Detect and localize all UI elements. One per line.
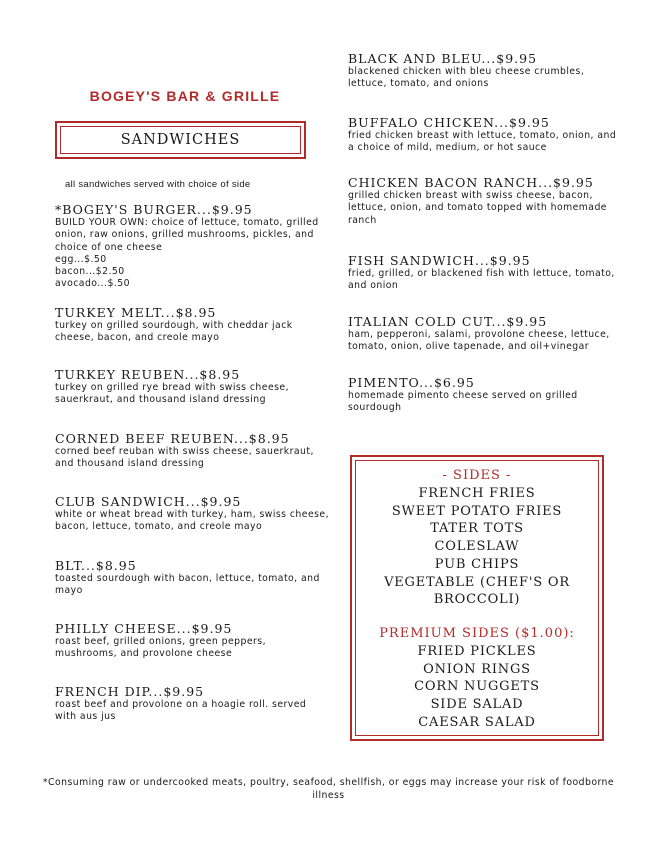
menu-item-title: BLT...$8.95 bbox=[55, 558, 137, 573]
menu-item-description: roast beef, grilled onions, green peppers, mushrooms, and provolone cheese bbox=[55, 636, 266, 660]
menu-item-turkey-melt bbox=[55, 305, 330, 345]
menu-item-title: CLUB SANDWICH...$9.95 bbox=[55, 494, 242, 509]
menu-item-philly-cheese bbox=[55, 621, 330, 661]
sides-box-inner bbox=[355, 460, 599, 736]
menu-item-description: turkey on grilled rye bread with swiss cheese, sauerkraut, and thousand island dressing bbox=[55, 382, 289, 406]
menu-item-description: toasted sourdough with bacon, lettuce, tomato, and mayo bbox=[55, 573, 320, 597]
premium-side-item: CORN NUGGETS bbox=[414, 679, 540, 695]
menu-item-pimento bbox=[348, 375, 623, 415]
menu-item-description: turkey on grilled sourdough, with cheddar jack cheese, bacon, and creole mayo bbox=[55, 320, 293, 344]
menu-item-title: TURKEY REUBEN...$8.95 bbox=[55, 367, 241, 382]
sides-box bbox=[350, 455, 604, 741]
addon-item: egg...$.50 bbox=[55, 253, 107, 265]
menu-item-buffalo-chicken bbox=[348, 115, 623, 155]
side-item: TATER TOTS bbox=[430, 521, 524, 537]
menu-item-club-sandwich bbox=[55, 494, 330, 534]
menu-item-title: *BOGEY'S BURGER...$9.95 bbox=[55, 202, 253, 217]
menu-item-title: TURKEY MELT...$8.95 bbox=[55, 305, 217, 320]
menu-item-description: corned beef reuban with swiss cheese, sauerkraut, and thousand island dressing bbox=[55, 446, 314, 470]
menu-item-chicken-bacon-ranch bbox=[348, 175, 623, 227]
menu-item-description: grilled chicken breast with swiss cheese, bacon, lettuce, onion, and tomato topped with homemade ranch bbox=[348, 190, 607, 226]
menu-item-description: roast beef and provolone on a hoagie roll. served with aus jus bbox=[55, 699, 307, 723]
menu-item-french-dip bbox=[55, 684, 330, 724]
menu-item-title: CORNED BEEF REUBEN...$8.95 bbox=[55, 431, 290, 446]
side-item: BROCCOLI) bbox=[433, 592, 521, 608]
menu-item-title: PHILLY CHEESE...$9.95 bbox=[55, 621, 233, 636]
menu-item-turkey-reuben bbox=[55, 367, 330, 407]
menu-item-title: FRENCH DIP...$9.95 bbox=[55, 684, 205, 699]
menu-item-description: ham, pepperoni, salami, provolone cheese, lettuce, tomato, onion, olive tapenade, and oil+vinegar bbox=[348, 329, 610, 353]
side-item: VEGETABLE (CHEF'S OR bbox=[384, 574, 570, 590]
addon-item: avocado...$.50 bbox=[55, 278, 130, 290]
side-item: COLESLAW bbox=[434, 539, 520, 555]
premium-sides-heading: PREMIUM SIDES ($1.00): bbox=[379, 625, 575, 641]
menu-item-description: fried chicken breast with lettuce, tomato, onion, and a choice of mild, medium, or hot sauce bbox=[348, 130, 617, 154]
menu-item-description: homemade pimento cheese served on grilled sourdough bbox=[348, 390, 578, 414]
side-item: FRENCH FRIES bbox=[418, 486, 536, 501]
premium-side-item: ONION RINGS bbox=[423, 661, 531, 677]
sides-heading: - SIDES - bbox=[442, 468, 512, 483]
menu-item-fish-sandwich bbox=[348, 253, 623, 293]
premium-side-item: CAESAR SALAD bbox=[418, 714, 536, 730]
addon-item: bacon...$2.50 bbox=[55, 266, 125, 278]
menu-item-description: BUILD YOUR OWN: choice of lettuce, tomato, grilled onion, raw onions, grilled mushrooms, pickles, and choice of one cheese bbox=[55, 217, 319, 253]
menu-item-black-and-bleu bbox=[348, 51, 623, 91]
menu-item-title: BUFFALO CHICKEN...$9.95 bbox=[348, 115, 550, 130]
menu-item-title: PIMENTO...$6.95 bbox=[348, 375, 475, 390]
footer-disclaimer: *Consuming raw or undercooked meats, poultry, seafood, shellfish, or eggs may increase your risk of foodborne illness bbox=[42, 777, 615, 801]
side-item: SWEET POTATO FRIES bbox=[391, 503, 563, 519]
menu-item-blt bbox=[55, 558, 330, 598]
section-title: SANDWICHES bbox=[60, 126, 301, 154]
menu-item-description: fried, grilled, or blackened fish with lettuce, tomato, and onion bbox=[348, 268, 615, 292]
menu-item-title: FISH SANDWICH...$9.95 bbox=[348, 253, 531, 268]
menu-item-corned-beef-reuben bbox=[55, 431, 330, 471]
menu-item-description: white or wheat bread with turkey, ham, swiss cheese, bacon, lettuce, tomato, and creole mayo bbox=[55, 509, 329, 533]
section-title-box bbox=[55, 121, 306, 159]
menu-item-italian-cold-cut bbox=[348, 314, 623, 354]
menu-item-bogeys-burger bbox=[55, 202, 330, 291]
premium-side-item: SIDE SALAD bbox=[430, 697, 524, 713]
menu-item-title: BLACK AND BLEU...$9.95 bbox=[348, 51, 538, 66]
side-item: PUB CHIPS bbox=[434, 556, 520, 572]
menu-item-title: CHICKEN BACON RANCH...$9.95 bbox=[348, 175, 594, 190]
section-note: all sandwiches served with choice of side bbox=[65, 179, 251, 190]
premium-side-item: FRIED PICKLES bbox=[417, 643, 537, 659]
restaurant-name: BOGEY'S BAR & GRILLE bbox=[89, 88, 281, 104]
menu-item-title: ITALIAN COLD CUT...$9.95 bbox=[348, 314, 548, 329]
menu-item-description: blackened chicken with bleu cheese crumbles, lettuce, tomato, and onions bbox=[348, 66, 585, 90]
